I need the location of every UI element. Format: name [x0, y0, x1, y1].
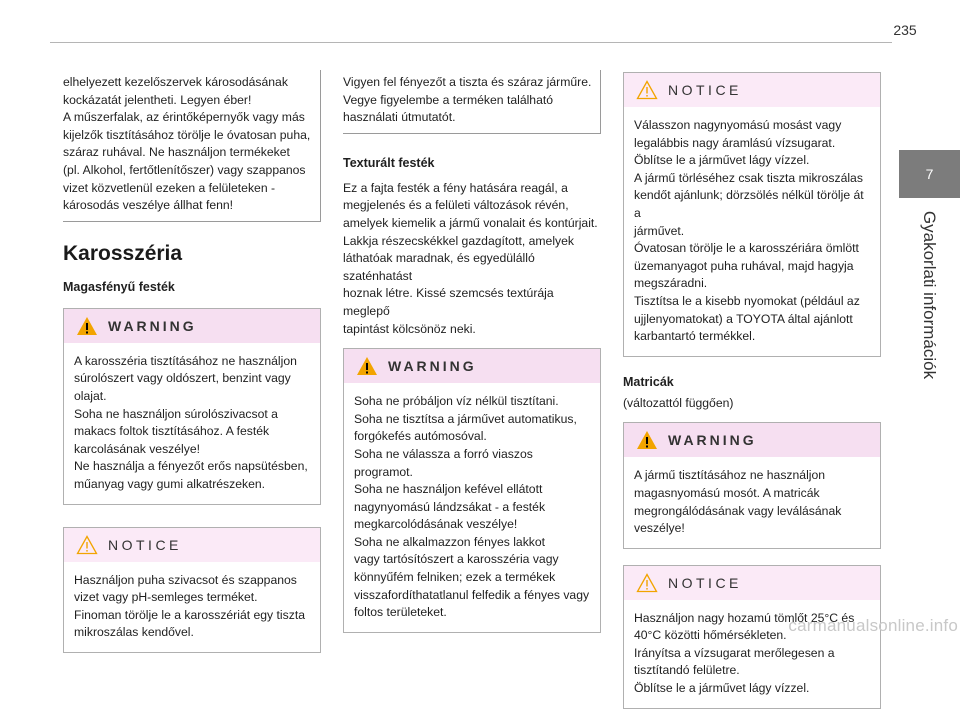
- notice-header: [624, 566, 880, 600]
- warning-triangle-filled-icon: [636, 430, 658, 450]
- watermark: carmanualsonline.info: [788, 616, 958, 635]
- subheading-textured-paint: Texturált festék: [343, 155, 435, 170]
- notice-title: NOTICE: [108, 536, 182, 553]
- chapter-tab[interactable]: [899, 150, 960, 198]
- continued-text-box: [63, 70, 321, 222]
- warning-text: Soha ne próbáljon víz nélkül tisztítani. Soha ne tisztítsa a járművet automatikus, forgókefés autómosóval. Soha ne válassza a forró viaszos programot. Soha ne használjon kefével ellátott nagynyomású lándzsákat - a festék megkarcolódásának veszélye! Soha ne alkalmazzon fényes lakkot vagy tartósítószert a karosszéria vagy könnyűfém felniken; ezek a termékek visszafordíthatatlanul felfedik a fényes vagy foltos területeket.: [354, 394, 590, 620]
- warning-box: [63, 308, 321, 505]
- warning-text: A jármű tisztításához ne használjon magasnyomású mosót. A matricák megrongálódásának vagy leválásának veszélye!: [634, 468, 842, 536]
- notice-title: NOTICE: [668, 82, 742, 98]
- warning-header: [344, 349, 600, 383]
- column-2: [343, 70, 601, 633]
- column-3: [623, 70, 881, 709]
- continued-text: Vigyen fel fényezőt a tiszta és száraz járműre. Vegye figyelembe a terméken található használati útmutatót.: [343, 75, 592, 125]
- notice-content: [624, 107, 880, 356]
- warning-triangle-outline-icon: [636, 80, 658, 100]
- warning-triangle-outline-icon: [76, 535, 98, 555]
- variant-note: (változattól függően): [623, 395, 734, 410]
- notice-box: [63, 527, 321, 653]
- continued-text: elhelyezett kezelőszervek károsodásának kockázatát jelentheti. Legyen éber! A műszerfalak, az érintőképernyők vagy más kijelzők tisztításához törölje le óvatosan puha, száraz ruhával. Ne használjon termékeket (pl. Alkohol, fertőtlenítőszer) vagy szappanos vizet közvetlenül ezeken a felületeken - károsodás veszélye állhat fenn!: [63, 75, 311, 213]
- warning-triangle-outline-icon: [636, 573, 658, 593]
- section-title: Karosszéria: [63, 241, 183, 265]
- warning-box: [343, 348, 601, 633]
- warning-content: [344, 383, 600, 632]
- warning-triangle-filled-icon: [76, 316, 98, 336]
- continued-text-box: [343, 70, 601, 134]
- chapter-label: [899, 210, 960, 380]
- notice-content: [64, 562, 320, 652]
- warning-title: WARNING: [108, 317, 197, 334]
- subheading-decals: Matricák: [623, 374, 674, 389]
- page-number: 235: [893, 22, 917, 38]
- chapter-title: Gyakorlati információk: [920, 210, 940, 380]
- warning-content: [624, 457, 880, 547]
- textured-paint-paragraph: Ez a fajta festék a fény hatására reagál, a megjelenés és a felületi változások révén, amelyek kiemelik a jármű vonalait és kontúrjait. Lakkja részecskékkel gazdagított, amelyek láthatóak maradnak, és egyedülálló szaténhatást hoznak létre. Kissé szemcsés textúrája meglepő tapintást kölcsönöz neki.: [343, 180, 598, 336]
- warning-text: A karosszéria tisztításához ne használjon súrolószert vagy oldószert, benzint vagy olajat. Soha ne használjon súrolószivacsot a makacs foltok tisztításához. A festék karcolásának veszélye! Ne használja a fényezőt erős napsütésben, műanyag vagy gumi alkatrészeken.: [74, 353, 308, 491]
- notice-box: [623, 72, 881, 357]
- warning-title: WARNING: [388, 358, 477, 375]
- warning-triangle-filled-icon: [356, 356, 378, 376]
- warning-title: WARNING: [668, 432, 757, 449]
- column-1: [63, 70, 321, 653]
- notice-text: Válasszon nagynyomású mosást vagy legalábbis nagy áramlású vízsugarat. Öblítse le a járművet lágy vízzel. A jármű törléséhez csak tiszta mikroszálas kendőt ajánlunk; dörzsölés nélkül törölje át a járművet. Óvatosan törölje le a karosszériára ömlött üzemanyagot puha ruhával, majd hagyja megszáradni. Tisztítsa le a kisebb nyomokat (például az ujjlenyomatokat) a TOYOTA által ajánlott karbantartó termékkel.: [634, 118, 864, 344]
- header-rule: [50, 42, 892, 43]
- warning-box: [623, 422, 881, 548]
- notice-box: [623, 565, 881, 709]
- warning-header: [624, 423, 880, 457]
- subheading-gloss-paint: Magasfényű festék: [63, 279, 175, 294]
- notice-header: [64, 528, 320, 562]
- notice-text: Használjon puha szivacsot és szappanos vizet vagy pH-semleges terméket. Finoman törölje le a karosszériát egy tiszta mikroszálas kendővel.: [74, 572, 305, 640]
- notice-header: [624, 73, 880, 107]
- notice-title: NOTICE: [668, 574, 742, 591]
- chapter-number: 7: [925, 166, 934, 182]
- warning-header: [64, 309, 320, 343]
- notice-text: Használjon nagy hozamú tömlőt 25°C és 40°C közötti hőmérsékleten. Irányítsa a vízsugarat merőlegesen a tisztítandó felületre. Öblítse le a járművet lágy vízzel.: [634, 610, 855, 696]
- warning-content: [64, 343, 320, 504]
